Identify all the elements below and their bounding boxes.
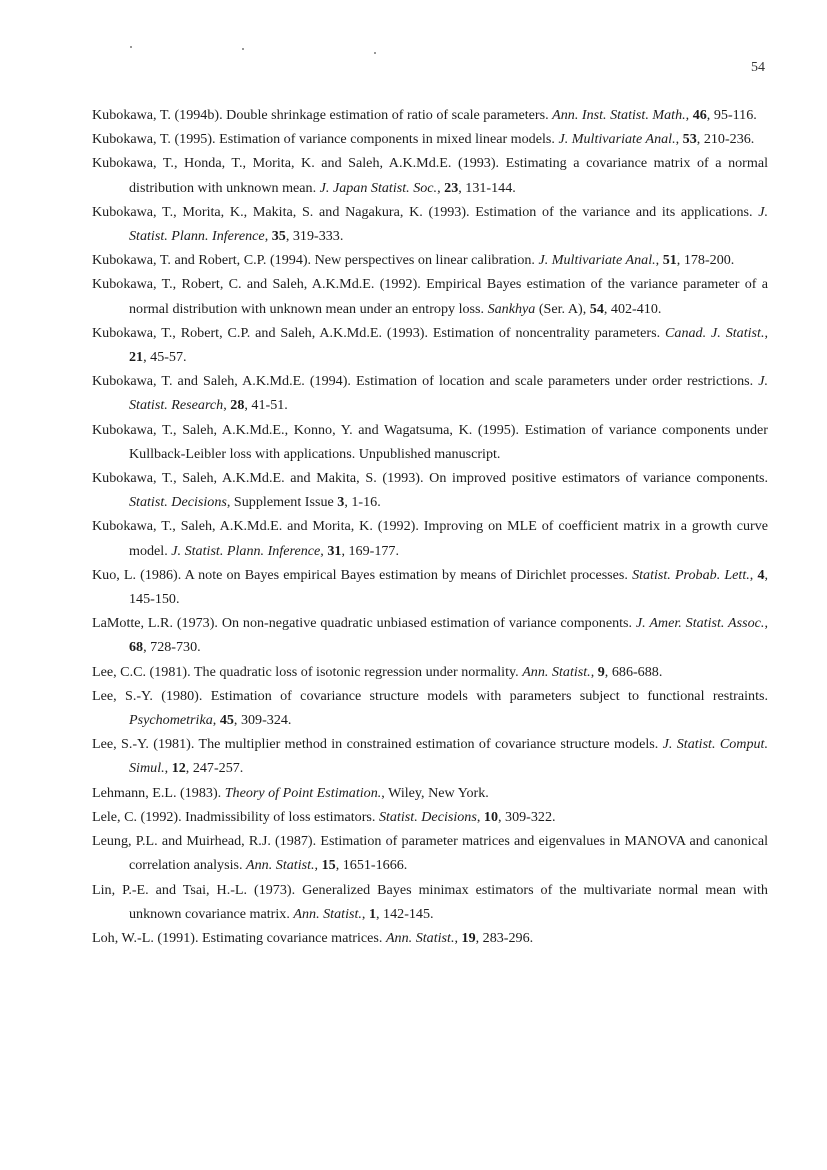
ref-volume: 28 (230, 397, 245, 414)
ref-pages: 309-324. (240, 712, 292, 729)
ref-journal: Statist. Decisions (129, 494, 227, 511)
reference-entry: Kubokawa, T. and Robert, C.P. (1994). New perspectives on linear calibration. J. Multivariate Anal., 51, 178-200. (92, 252, 735, 269)
ref-pages: 686-688. (611, 663, 663, 680)
ref-pages: 131-144. (465, 179, 516, 196)
ref-pages: 319-333. (292, 228, 344, 245)
ref-journal: J. Multivariate Anal. (558, 131, 676, 148)
ref-journal: Sankhya (487, 300, 536, 317)
ref-authors: Lele, C. (1992). (92, 808, 182, 825)
ref-volume: 12 (171, 760, 186, 777)
ref-title: Double shrinkage estimation of ratio of scale parameters. (226, 107, 549, 123)
ref-title: Empirical Bayes estimation of the variance parameter of a normal distribution with unknown mean under an entropy loss. (129, 276, 768, 317)
ref-authors: Kubokawa, T., Saleh, A.K.Md.E. and Morita, K. (1992). (92, 518, 419, 535)
reference-entry: Kubokawa, T., Honda, T., Morita, K. and Saleh, A.K.Md.E. (1993). Estimating a covariance matrix of a normal distribution with unknown mean. J. Japan Statist. Soc., 23, 131-144. (92, 155, 769, 196)
ref-title: A note on Bayes empirical Bayes estimation by means of Dirichlet processes. (184, 566, 628, 583)
ref-pages: 402-410. (610, 300, 662, 317)
ref-authors: Kubokawa, T., Robert, C. and Saleh, A.K.Md.E. (1992). (92, 276, 421, 293)
ref-volume: 4 (757, 566, 765, 583)
ref-journal-note: (Ser. A), (538, 300, 587, 317)
ref-volume: 1 (368, 905, 376, 922)
ref-book-title: Theory of Point Estimation. (224, 784, 382, 801)
ref-pages: 95-116. (713, 107, 757, 123)
ref-journal: J. Japan Statist. Soc. (319, 179, 438, 196)
ref-authors: Kubokawa, T., Honda, T., Morita, K. and Saleh, A.K.Md.E. (1993). (92, 155, 500, 172)
ref-pages: 210-236. (703, 131, 755, 148)
ref-volume: 46 (692, 107, 707, 123)
ref-authors: LaMotte, L.R. (1973). (92, 615, 218, 632)
ref-journal: Ann. Statist. (522, 663, 591, 680)
ref-authors: Kubokawa, T., Saleh, A.K.Md.E., Konno, Y. and Wagatsuma, K. (1995). (92, 421, 520, 438)
ref-title: The multiplier method in constrained estimation of covariance structure models. (198, 736, 659, 753)
ref-title: Estimation of noncentrality parameters. (432, 324, 661, 341)
ref-journal: J. Statist. Research (129, 373, 768, 414)
ref-title: Estimation of location and scale parameters under order restrictions. (356, 373, 754, 390)
ref-publisher: Wiley, New York. (388, 784, 489, 801)
ref-pages: 145-150. (129, 591, 180, 608)
ref-volume: 45 (219, 712, 234, 729)
ref-authors: Kubokawa, T., Morita, K., Makita, S. and Nagakura, K. (1993). (92, 203, 470, 220)
ref-title: The quadratic loss of isotonic regression under normality. (193, 663, 519, 680)
ref-pages: 1-16. (351, 494, 381, 511)
ref-title: Estimation of variance components in mixed linear models. (219, 131, 555, 148)
ref-title: Estimation of parameter matrices and eigenvalues in MANOVA and canonical correlation analysis. (129, 833, 768, 874)
ref-pages: 247-257. (192, 760, 244, 777)
ref-title: Improving on MLE of coefficient matrix in a growth curve model. (129, 518, 768, 559)
ref-title: Estimation of the variance and its applications. (475, 203, 753, 220)
ref-journal: Psychometrika (129, 712, 213, 729)
reference-entry: Lee, C.C. (1981). The quadratic loss of isotonic regression under normality. Ann. Statist., 9, 686-688. (92, 663, 663, 680)
reference-entry: Kubokawa, T., Morita, K., Makita, S. and Nagakura, K. (1993). Estimation of the variance and its applications. J. Statist. Plann. Inference, 35, 319-333. (92, 203, 768, 245)
reference-entry: Kubokawa, T., Saleh, A.K.Md.E. and Morita, K. (1992). Improving on MLE of coefficient matrix in a growth curve model. J. Statist. Plann. Inference, 31, 169-177. (92, 518, 768, 559)
ref-journal: J. Amer. Statist. Assoc. (635, 615, 765, 632)
reference-entry: Lin, P.-E. and Tsai, H.-L. (1973). Generalized Bayes minimax estimators of the multivariate normal mean with unknown covariance matrix. Ann. Statist., 1, 142-145. (92, 881, 768, 922)
reference-entry: Lele, C. (1992). Inadmissibility of loss estimators. Statist. Decisions, 10, 309-322. (92, 808, 556, 825)
ref-title: Estimation of covariance structure models with parameters subject to functional restraints. (210, 687, 768, 704)
page-number: 54 (751, 60, 765, 75)
ref-journal: Statist. Decisions (378, 808, 477, 825)
ref-authors: Leung, P.L. and Muirhead, R.J. (1987). (92, 833, 317, 850)
ref-journal: Canad. J. Statist. (665, 324, 765, 341)
ref-title: New perspectives on linear calibration. (314, 252, 535, 269)
ref-pages: 41-51. (251, 397, 288, 414)
scan-speck (374, 52, 376, 54)
ref-pages: 283-296. (482, 929, 534, 946)
reference-entry: Kubokawa, T. (1994b). Double shrinkage estimation of ratio of scale parameters. Ann. Inst. Statist. Math., 46, 95-116. (92, 107, 757, 123)
ref-title: On improved positive estimators of variance components. (429, 470, 768, 487)
ref-title: Estimating covariance matrices. (202, 929, 383, 946)
ref-authors: Kuo, L. (1986). (92, 566, 182, 583)
ref-journal: J. Statist. Plann. Inference (129, 203, 768, 245)
reference-entry: Kubokawa, T., Saleh, A.K.Md.E. and Makita, S. (1993). On improved positive estimators of variance components. Statist. Decisions, Supplement Issue 3, 1-16. (92, 470, 768, 511)
ref-volume: 35 (271, 228, 286, 245)
reference-entry: Kubokawa, T., Robert, C. and Saleh, A.K.Md.E. (1992). Empirical Bayes estimation of the variance parameter of a normal distribution with unknown mean under an entropy loss. Sankhya (Ser. A), 54, 402-410. (92, 276, 768, 317)
ref-title: Inadmissibility of loss estimators. (185, 808, 376, 825)
ref-volume: 10 (483, 808, 498, 825)
ref-authors: Kubokawa, T. (1995). (92, 131, 216, 148)
ref-authors: Kubokawa, T. and Saleh, A.K.Md.E. (1994). (92, 373, 351, 390)
ref-journal: J. Multivariate Anal. (538, 252, 656, 269)
scan-speck (130, 46, 132, 48)
reference-entry: Lee, S.-Y. (1980). Estimation of covariance structure models with parameters subject to functional restraints. Psychometrika, 45, 309-324. (92, 687, 768, 729)
ref-pages: 309-322. (505, 808, 556, 825)
reference-entry: Lee, S.-Y. (1981). The multiplier method in constrained estimation of covariance structure models. J. Statist. Comput. Simul., 12, 247-257. (92, 736, 768, 777)
ref-journal: Ann. Inst. Statist. Math. (552, 107, 686, 123)
reference-entry: Leung, P.L. and Muirhead, R.J. (1987). Estimation of parameter matrices and eigenvalues in MANOVA and canonical correlation analysis. Ann. Statist., 15, 1651-1666. (92, 833, 768, 874)
ref-volume: 51 (662, 252, 677, 269)
ref-journal: J. Statist. Comput. Simul. (129, 736, 768, 777)
ref-journal: Ann. Statist. (246, 857, 315, 874)
ref-authors: Lee, S.-Y. (1980). (92, 687, 203, 704)
reference-entry: Kubokawa, T. (1995). Estimation of variance components in mixed linear models. J. Multivariate Anal., 53, 210-236. (92, 131, 755, 148)
ref-authors: Kubokawa, T. (1994b). (92, 107, 223, 123)
ref-journal-note: Supplement Issue (233, 494, 334, 511)
ref-volume: 3 (337, 494, 345, 511)
ref-pages: 728-730. (150, 639, 201, 656)
reference-entry (92, 418, 768, 466)
ref-pages: 1651-1666. (342, 857, 408, 874)
ref-volume: 21 (129, 349, 144, 366)
reference-list (92, 103, 768, 950)
ref-authors: Loh, W.-L. (1991). (92, 929, 199, 946)
reference-entry: Loh, W.-L. (1991). Estimating covariance matrices. Ann. Statist., 19, 283-296. (92, 929, 534, 946)
ref-volume: 53 (682, 131, 697, 148)
ref-authors: Kubokawa, T., Saleh, A.K.Md.E. and Makita, S. (1993). (92, 470, 424, 487)
reference-entry: Lehmann, E.L. (1983). Theory of Point Estimation., Wiley, New York. (92, 784, 489, 801)
ref-authors: Lee, S.-Y. (1981). (92, 736, 195, 753)
ref-pages: 142-145. (383, 905, 434, 922)
ref-journal: Statist. Probab. Lett. (632, 566, 750, 583)
ref-title: Estimating a covariance matrix of a normal distribution with unknown mean. (129, 155, 769, 196)
ref-volume: 54 (589, 300, 604, 317)
ref-volume: 9 (597, 663, 605, 680)
ref-title: On non-negative quadratic unbiased estimation of variance components. (221, 615, 633, 632)
ref-pages: 178-200. (683, 252, 735, 269)
ref-volume: 23 (444, 179, 459, 196)
ref-volume: 31 (327, 542, 342, 559)
ref-authors: Lin, P.-E. and Tsai, H.-L. (1973). (92, 881, 296, 898)
ref-journal: Ann. Statist. (385, 929, 455, 946)
ref-authors: Lehmann, E.L. (1983). (92, 784, 222, 801)
ref-title: Generalized Bayes minimax estimators of the multivariate normal mean with unknown covariance matrix. (129, 881, 768, 922)
reference-entry: Kuo, L. (1986). A note on Bayes empirical Bayes estimation by means of Dirichlet processes. Statist. Probab. Lett., 4, 145-150. (92, 566, 769, 608)
ref-authors: Kubokawa, T. and Robert, C.P. (1994). (92, 252, 312, 269)
ref-volume: 15 (321, 857, 336, 874)
reference-entry: LaMotte, L.R. (1973). On non-negative quadratic unbiased estimation of variance components. J. Amer. Statist. Assoc., 68, 728-730. (92, 615, 768, 656)
ref-volume: 19 (461, 929, 476, 946)
reference-entry: Kubokawa, T., Robert, C.P. and Saleh, A.K.Md.E. (1993). Estimation of noncentrality parameters. Canad. J. Statist., 21, 45-57. (92, 324, 769, 366)
ref-journal: Ann. Statist. (293, 905, 362, 922)
ref-journal: J. Statist. Plann. Inference (171, 542, 321, 559)
ref-volume: 68 (129, 639, 144, 656)
reference-entry: Kubokawa, T. and Saleh, A.K.Md.E. (1994). Estimation of location and scale parameters under order restrictions. J. Statist. Research, 28, 41-51. (92, 373, 768, 414)
ref-pages: 45-57. (150, 349, 187, 366)
scan-speck (242, 48, 244, 50)
ref-authors: Kubokawa, T., Robert, C.P. and Saleh, A.K.Md.E. (1993). (92, 324, 428, 341)
ref-pages: 169-177. (348, 542, 399, 559)
ref-authors: Lee, C.C. (1981). (92, 663, 191, 680)
ref-title: Estimation of variance components under Kullback-Leibler loss with applications. Unpublished manuscript. (129, 421, 768, 462)
